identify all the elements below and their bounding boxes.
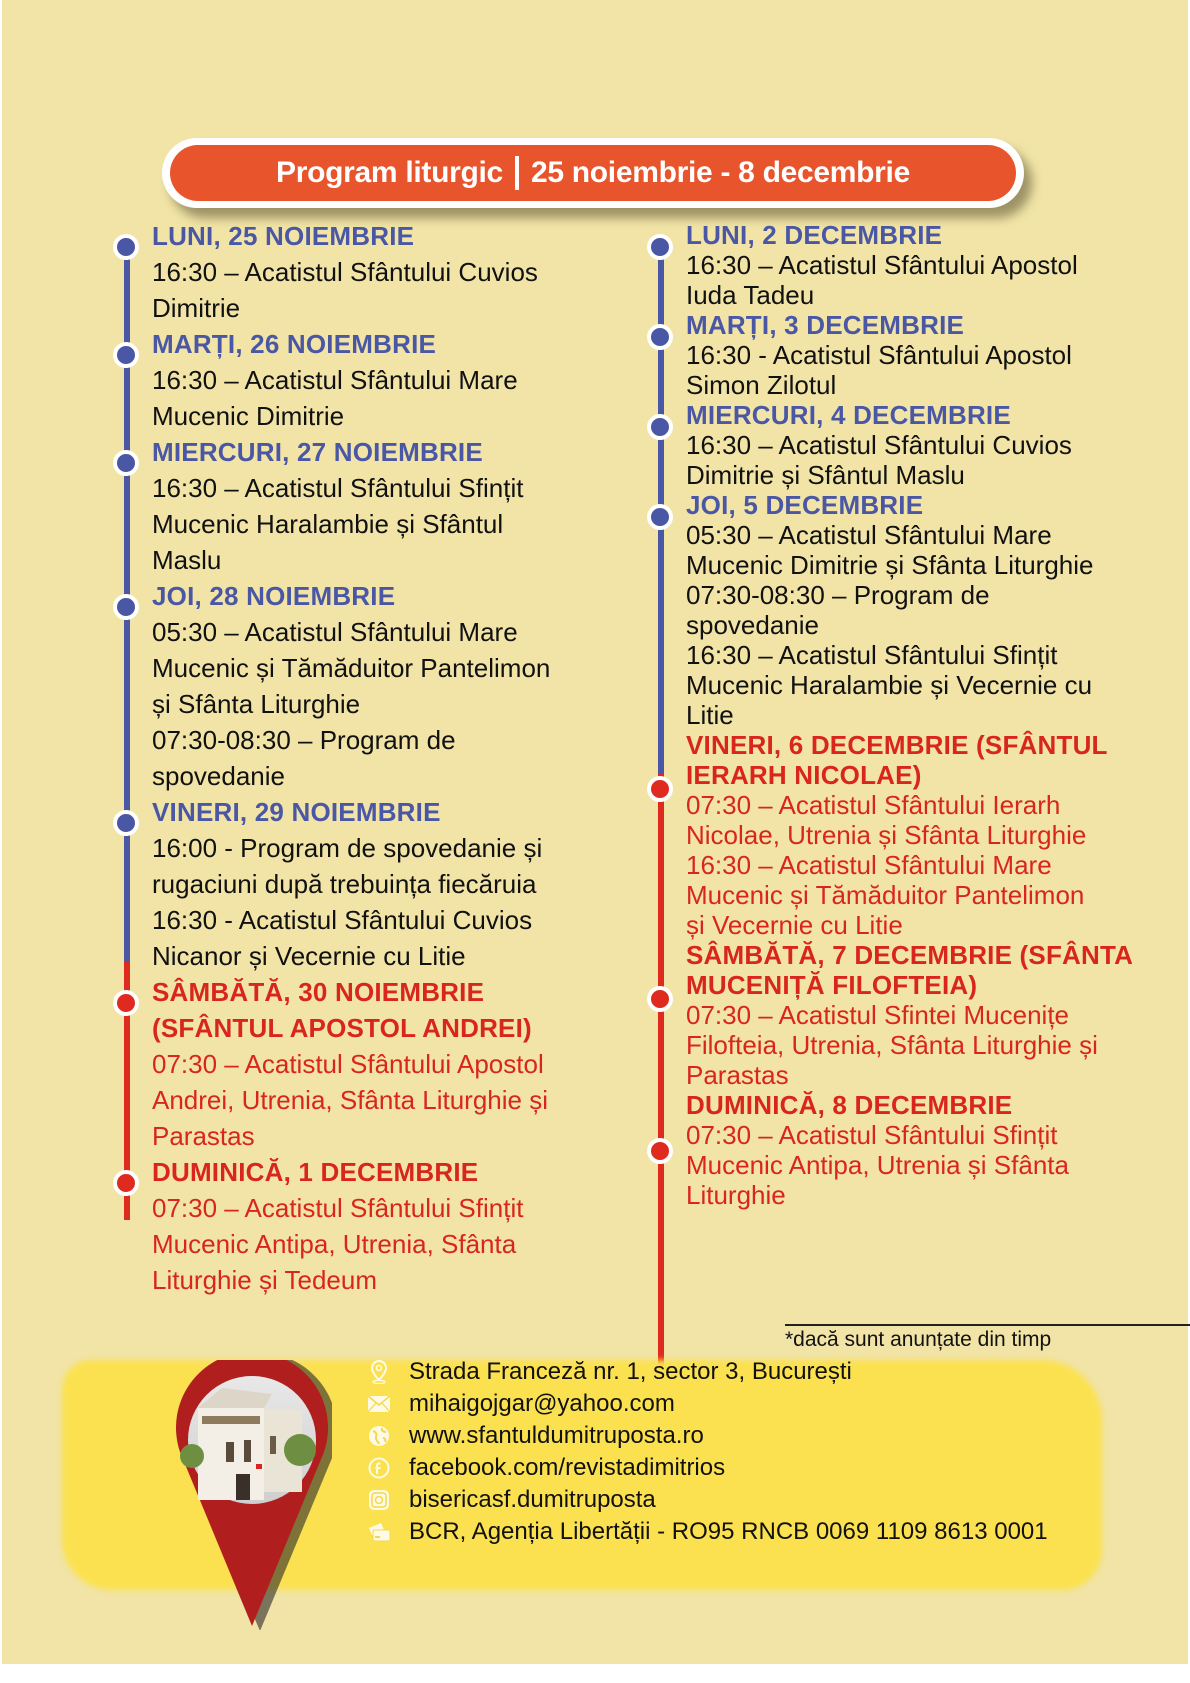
contact-address [367,1356,1048,1388]
contact-text[interactable]: www.sfantuldumitruposta.ro [409,1422,704,1449]
service-line: Mucenic Haralambie și Sfântul [152,509,504,539]
day-entry [152,326,518,434]
day-heading: MARȚI, 26 NOIEMBRIE [152,329,437,359]
contact-text[interactable]: mihaigojgar@yahoo.com [409,1390,675,1417]
service-line: Liturghie și Tedeum [152,1265,377,1295]
contact-text[interactable]: facebook.com/revistadimitrios [409,1454,726,1481]
service-line: Litie [686,700,734,730]
day-heading: MIERCURI, 4 DECEMBRIE [686,400,1011,430]
feast-name: (SFÂNTUL APOSTOL ANDREI) [152,1013,532,1043]
envelope-icon [367,1392,391,1416]
service-line: 16:30 – Acatistul Sfântului Sfințit [152,473,524,503]
service-line: 16:30 – Acatistul Sfântului Cuvios [152,257,538,287]
service-line: și Sfânta Liturghie [152,689,361,719]
service-line: Iuda Tadeu [686,280,815,310]
contact-text[interactable]: bisericasf.dumitruposta [409,1486,656,1513]
day-entry [152,794,542,974]
bank-card-icon [367,1520,391,1544]
contact-text: Strada Franceză nr. 1, sector 3, București [409,1358,852,1385]
timeline-dot [647,1138,673,1164]
service-line: 07:30 – Acatistul Sfintei Mucenițe [686,1000,1070,1030]
service-line: rugaciuni după trebuința fiecăruia [152,869,537,899]
timeline-dot [113,234,139,260]
day-entry [686,310,1072,400]
day-heading: JOI, 5 DECEMBRIE [686,490,924,520]
header-divider [515,156,519,190]
day-heading: LUNI, 2 DECEMBRIE [686,220,943,250]
service-line: 05:30 – Acatistul Sfântului Mare [152,617,518,647]
service-line: Liturghie [686,1180,786,1210]
service-line: Mucenic și Tămăduitor Pantelimon [152,653,551,683]
timeline-dot [113,1170,139,1196]
timeline-dot [647,414,673,440]
service-line: 16:30 – Acatistul Sfântului Cuvios [686,430,1072,460]
service-line: 16:30 – Acatistul Sfântului Sfințit [686,640,1058,670]
header-date-range: 25 noiembrie - 8 decembrie [530,156,910,189]
service-line: Mucenic Haralambie și Vecernie cu [686,670,1093,700]
timeline-dot [113,594,139,620]
service-line: 16:30 – Acatistul Sfântului Apostol [686,250,1078,280]
contact-email[interactable] [367,1388,1048,1420]
service-line: Parastas [152,1121,255,1151]
service-line: 07:30 – Acatistul Sfântului Ierarh [686,790,1061,820]
timeline-dot [647,986,673,1012]
footnote: *dacă sunt anunțate din timp [785,1328,1052,1351]
day-heading: SÂMBĂTĂ, 30 NOIEMBRIE [152,977,485,1007]
service-line: Mucenic Antipa, Utrenia, Sfânta [152,1229,517,1259]
header-title: Program liturgic [276,156,503,189]
service-line: Dimitrie [152,293,241,323]
service-line: 07:30-08:30 – Program de [686,580,990,610]
service-line: Mucenic Dimitrie [152,401,345,431]
service-line: 16:30 - Acatistul Sfântului Cuvios [152,905,533,935]
service-line: și Vecernie cu Litie [686,910,903,940]
header-banner [162,138,1024,208]
service-line: spovedanie [152,761,285,791]
service-line: Nicanor și Vecernie cu Litie [152,941,466,971]
contact-instagram[interactable] [367,1484,1048,1516]
timeline-dot [113,810,139,836]
bulletin-page [2,0,1188,1664]
service-line: 16:30 – Acatistul Sfântului Mare [152,365,518,395]
timeline-dot [647,504,673,530]
service-line: Mucenic Dimitrie și Sfânta Liturghie [686,550,1094,580]
contact-website[interactable] [367,1420,1048,1452]
timeline-dot [113,342,139,368]
day-heading: MIERCURI, 27 NOIEMBRIE [152,437,483,467]
service-line: Mucenic și Tămăduitor Pantelimon [686,880,1085,910]
facebook-icon [367,1456,391,1480]
service-line: Andrei, Utrenia, Sfânta Liturghie și [152,1085,548,1115]
day-entry-feast [152,974,548,1154]
service-line: 05:30 – Acatistul Sfântului Mare [686,520,1052,550]
service-line: 07:30 – Acatistul Sfântului Sfințit [686,1120,1058,1150]
day-heading: DUMINICĂ, 1 DECEMBRIE [152,1157,479,1187]
day-heading: VINERI, 6 DECEMBRIE (SFÂNTUL [686,730,1108,760]
service-line: 07:30-08:30 – Program de [152,725,456,755]
timeline-dot [113,450,139,476]
day-heading: VINERI, 29 NOIEMBRIE [152,797,441,827]
service-line: Parastas [686,1060,789,1090]
day-heading: MARȚI, 3 DECEMBRIE [686,310,965,340]
day-entry [686,490,1094,730]
day-entry-feast [686,940,1133,1090]
instagram-icon [367,1488,391,1512]
day-entry [152,434,523,578]
header-pill [170,145,1016,201]
day-entry [686,400,1072,490]
timeline-dot [113,990,139,1016]
day-heading: DUMINICĂ, 8 DECEMBRIE [686,1090,1013,1120]
day-entry-feast [152,1154,523,1298]
service-line: 16:30 - Acatistul Sfântului Apostol [686,340,1072,370]
service-line: Dimitrie și Sfântul Maslu [686,460,965,490]
footnote-divider [785,1324,1190,1326]
location-pin-icon [367,1360,391,1384]
service-line: spovedanie [686,610,819,640]
day-entry [152,218,538,326]
service-line: Maslu [152,545,222,575]
service-line: Mucenic Antipa, Utrenia și Sfânta [686,1150,1069,1180]
church-map-pin [172,1360,332,1630]
day-entry-feast [686,1090,1069,1210]
timeline-dot [647,234,673,260]
contact-text: BCR, Agenția Libertății - RO95 RNCB 0069 1109 8613 0001 [409,1518,1048,1545]
service-line: Filofteia, Utrenia, Sfânta Liturghie și [686,1030,1098,1060]
day-entry [152,578,550,794]
timeline-dot [647,324,673,350]
contact-facebook[interactable] [367,1452,1048,1484]
day-entry [686,220,1078,310]
timeline-dot [647,776,673,802]
day-entry-feast [686,730,1108,940]
service-line: 07:30 – Acatistul Sfântului Sfințit [152,1193,524,1223]
day-heading: JOI, 28 NOIEMBRIE [152,581,396,611]
globe-icon [367,1424,391,1448]
service-line: Simon Zilotul [686,370,837,400]
service-line: 16:00 - Program de spovedanie și [152,833,543,863]
contact-list [367,1356,1048,1548]
feast-name: IERARH NICOLAE) [686,760,922,790]
service-line: 16:30 – Acatistul Sfântului Mare [686,850,1052,880]
day-heading: SÂMBĂTĂ, 7 DECEMBRIE (SFÂNTA [686,940,1134,970]
day-heading: LUNI, 25 NOIEMBRIE [152,221,415,251]
contact-bank-account [367,1516,1048,1548]
feast-name: MUCENIȚĂ FILOFTEIA) [686,970,978,1000]
service-line: 07:30 – Acatistul Sfântului Apostol [152,1049,544,1079]
service-line: Nicolae, Utrenia și Sfânta Liturghie [686,820,1087,850]
